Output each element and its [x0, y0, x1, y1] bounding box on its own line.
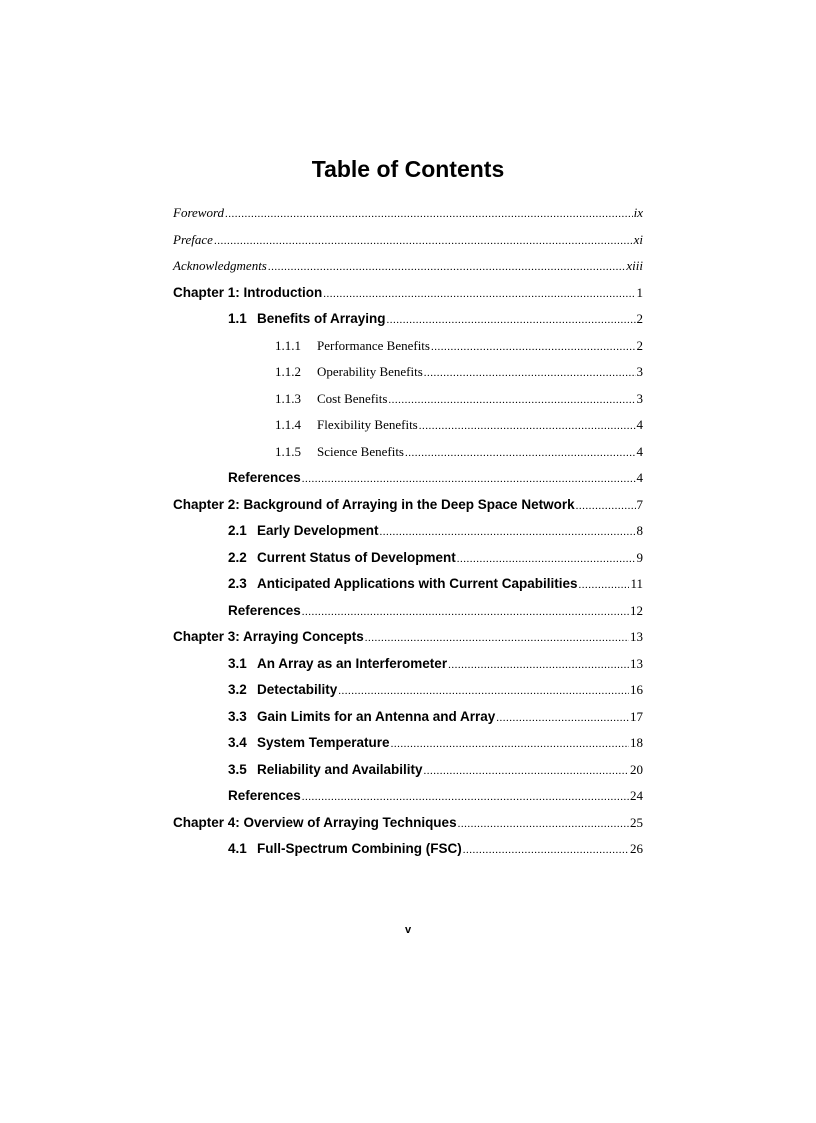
toc-entry-title — [228, 523, 379, 538]
toc-entry-page: 24 — [630, 788, 643, 803]
toc-entry-label: Full-Spectrum Combining (FSC) — [257, 841, 462, 856]
toc-entry-number: 2.2 — [228, 549, 247, 565]
toc-entry-title — [228, 576, 578, 591]
toc-entry-page: 17 — [630, 708, 643, 724]
toc-entry-title — [275, 417, 418, 433]
dot-leader — [576, 500, 636, 512]
toc-entry-section[interactable] — [173, 709, 643, 736]
toc-entry-title — [228, 550, 456, 565]
toc-entry-title — [173, 497, 575, 512]
toc-entry-page: 9 — [636, 549, 643, 565]
dot-leader — [380, 526, 636, 538]
toc-entry-label: Chapter 1: Introduction — [173, 284, 323, 300]
toc-entry-section[interactable] — [173, 841, 643, 868]
toc-entry-label: References — [228, 788, 301, 803]
toc-entry-sub[interactable] — [173, 444, 643, 471]
toc-entry-page: 8 — [636, 523, 643, 538]
dot-leader — [448, 659, 629, 671]
dot-leader — [405, 447, 636, 459]
toc-entry-chapter[interactable] — [173, 285, 643, 312]
toc-entry-title — [275, 391, 387, 407]
toc-entry-page: 12 — [630, 602, 643, 618]
toc-entry-number: 3.2 — [228, 682, 247, 697]
toc-entry-page: 2 — [636, 311, 643, 326]
toc-entry-number: 1.1.5 — [275, 443, 301, 459]
toc-entry-section[interactable] — [173, 311, 643, 338]
dot-leader — [225, 208, 633, 220]
toc-entry-title — [173, 285, 322, 300]
toc-entry-chapter[interactable] — [173, 629, 643, 656]
toc-entry-number: 1.1.1 — [275, 337, 301, 353]
dot-leader — [214, 235, 633, 247]
dot-leader — [338, 685, 629, 697]
toc-entry-title — [228, 735, 390, 750]
toc-entry-label: Performance Benefits — [317, 337, 430, 353]
toc-entry-chapter[interactable] — [173, 815, 643, 842]
toc-entry-number: 1.1.2 — [275, 364, 301, 379]
toc-entry-number: 1.1 — [228, 311, 247, 326]
toc-entry-page: ix — [633, 205, 643, 220]
toc-entry-number: 2.1 — [228, 523, 247, 538]
toc-entry-number: 1.1.4 — [275, 417, 301, 432]
toc-entry-label: Current Status of Development — [257, 549, 456, 565]
toc-entry-front[interactable] — [173, 205, 643, 232]
dot-leader — [431, 341, 636, 353]
toc-entry-section[interactable] — [173, 576, 643, 603]
toc-entry-label: Chapter 3: Arraying Concepts — [173, 629, 364, 644]
toc-entry-page: 3 — [636, 364, 643, 379]
toc-entry-label: Reliability and Availability — [257, 761, 423, 777]
toc-entry-section[interactable] — [173, 682, 643, 709]
toc-entry-page: 18 — [630, 735, 643, 750]
dot-leader — [457, 553, 636, 565]
page-title: Table of Contents — [311, 156, 505, 182]
toc-entry-label: Operability Benefits — [317, 364, 423, 379]
toc-entry-label: Anticipated Applications with Current Capabilities — [257, 576, 578, 591]
toc-entry-label: Acknowledgments — [173, 258, 267, 273]
toc-entry-sub[interactable] — [173, 364, 643, 391]
dot-leader — [302, 473, 636, 485]
toc-entry-page: 26 — [630, 841, 643, 856]
dot-leader — [458, 818, 629, 830]
toc-entry-label: Benefits of Arraying — [257, 311, 386, 326]
toc-entry-title — [228, 470, 301, 485]
toc-entry-title — [228, 311, 386, 326]
toc-entry-label: Detectability — [257, 682, 338, 697]
toc-entry-number: 1.1.3 — [275, 390, 301, 406]
toc-entry-title — [173, 258, 267, 274]
toc-entry-page: 20 — [630, 761, 643, 777]
toc-entry-sub[interactable] — [173, 391, 643, 418]
toc-entry-title — [275, 364, 423, 380]
toc-entry-number: 2.3 — [228, 576, 247, 591]
toc-entry-section[interactable] — [173, 788, 643, 815]
toc-entry-title — [228, 762, 423, 777]
toc-entry-label: An Array as an Interferometer — [257, 655, 448, 671]
toc-entry-title — [228, 603, 301, 618]
toc-entry-label: System Temperature — [257, 735, 390, 750]
toc-entry-page: 3 — [636, 390, 643, 406]
toc-entry-number: 3.5 — [228, 761, 247, 777]
toc-entry-section[interactable] — [173, 470, 643, 497]
dot-leader — [388, 394, 635, 406]
toc-entry-page: xiii — [626, 258, 643, 273]
dot-leader — [419, 420, 636, 432]
toc-entry-page: 16 — [630, 682, 643, 697]
dot-leader — [387, 314, 636, 326]
toc-entry-section[interactable] — [173, 735, 643, 762]
toc-entry-number: 4.1 — [228, 841, 247, 856]
toc-entry-label: Preface — [173, 231, 213, 247]
dot-leader — [424, 765, 629, 777]
toc-entry-title — [173, 205, 224, 221]
toc-entry-page: 13 — [630, 629, 643, 644]
toc-entry-label: Science Benefits — [317, 443, 404, 459]
toc-entry-page: 25 — [630, 814, 643, 830]
toc-entry-section[interactable] — [173, 762, 643, 789]
toc-entry-title — [228, 656, 447, 671]
toc-entry-title — [228, 682, 337, 697]
dot-leader — [302, 606, 629, 618]
toc-entry-label: References — [228, 470, 301, 485]
dot-leader — [496, 712, 629, 724]
table-of-contents — [173, 205, 643, 868]
toc-entry-number: 3.1 — [228, 655, 247, 671]
page-number: v — [404, 924, 412, 936]
dot-leader — [424, 367, 636, 379]
toc-entry-label: Flexibility Benefits — [317, 417, 418, 432]
toc-entry-page: 2 — [636, 337, 643, 353]
toc-entry-title — [228, 841, 462, 856]
toc-entry-title — [275, 338, 430, 354]
toc-entry-label: References — [228, 602, 301, 618]
toc-entry-page: xi — [633, 231, 643, 247]
toc-entry-title — [173, 815, 457, 830]
toc-entry-title — [173, 629, 364, 644]
dot-leader — [463, 844, 629, 856]
dot-leader — [268, 261, 626, 273]
dot-leader — [323, 288, 635, 300]
toc-entry-label: Early Development — [257, 523, 379, 538]
toc-entry-page: 13 — [630, 655, 643, 671]
toc-entry-page: 4 — [636, 417, 643, 432]
toc-entry-number: 3.4 — [228, 735, 247, 750]
toc-entry-section[interactable] — [173, 656, 643, 683]
toc-entry-section[interactable] — [173, 603, 643, 630]
dot-leader — [579, 579, 630, 591]
toc-entry-page: 1 — [636, 284, 643, 300]
toc-entry-number: 3.3 — [228, 708, 247, 724]
toc-entry-label: Chapter 4: Overview of Arraying Techniques — [173, 814, 457, 830]
toc-entry-title — [228, 788, 301, 803]
toc-entry-front[interactable] — [173, 258, 643, 285]
toc-entry-title — [275, 444, 404, 460]
toc-entry-page: 7 — [636, 496, 643, 512]
toc-entry-title — [173, 232, 213, 248]
dot-leader — [365, 632, 629, 644]
toc-entry-label: Chapter 2: Background of Arraying in the Deep Space Network — [173, 496, 575, 512]
toc-entry-chapter[interactable] — [173, 497, 643, 524]
dot-leader — [391, 738, 629, 750]
toc-entry-page: 4 — [636, 443, 643, 459]
toc-entry-label: Gain Limits for an Antenna and Array — [257, 708, 496, 724]
toc-entry-title — [228, 709, 495, 724]
toc-entry-page: 11 — [630, 576, 643, 591]
toc-entry-sub[interactable] — [173, 338, 643, 365]
toc-entry-section[interactable] — [173, 523, 643, 550]
toc-entry-page: 4 — [636, 470, 643, 485]
toc-entry-sub[interactable] — [173, 417, 643, 444]
toc-entry-label: Cost Benefits — [317, 390, 388, 406]
toc-entry-section[interactable] — [173, 550, 643, 577]
dot-leader — [302, 791, 629, 803]
toc-entry-front[interactable] — [173, 232, 643, 259]
toc-entry-label: Foreword — [173, 205, 225, 220]
